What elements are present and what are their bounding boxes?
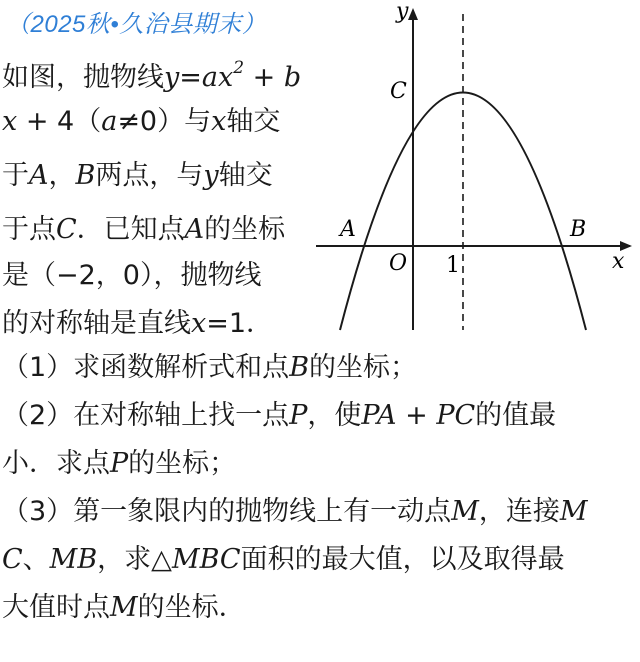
- text: ．已知点: [76, 214, 185, 245]
- var-a: a: [101, 106, 118, 137]
- var-P: P: [289, 400, 308, 431]
- label-x: x: [612, 249, 625, 274]
- text: + 4（: [17, 106, 102, 137]
- text: 的坐标: [204, 214, 286, 245]
- var-x: x: [211, 106, 227, 137]
- problem-line-2: [2, 104, 280, 140]
- var-A: A: [184, 214, 205, 245]
- source-tag: （2025秋•久治县期末）: [6, 11, 267, 38]
- label-C: C: [390, 79, 407, 104]
- var-MBC: MBC: [171, 544, 241, 575]
- label-tick-1: 1: [446, 253, 460, 278]
- problem-line-4: [2, 212, 285, 248]
- problem-line-5: 是（−2，0），抛物线: [2, 260, 262, 291]
- text: 大值时点: [2, 592, 110, 623]
- text: 的值最: [475, 400, 557, 431]
- var-P: P: [110, 448, 129, 479]
- var-ax: ax: [201, 62, 234, 93]
- y-axis-arrow: [408, 8, 418, 20]
- var-MB: MB: [49, 544, 98, 575]
- text: 轴交: [218, 160, 273, 191]
- text: +: [244, 62, 284, 93]
- label-B: B: [570, 217, 587, 242]
- text: ．: [246, 308, 274, 339]
- question-3: [2, 494, 588, 530]
- text: =: [179, 62, 202, 93]
- text: ≠0）与: [117, 106, 212, 137]
- parabola-figure: [300, 0, 640, 340]
- var-A: A: [29, 160, 49, 191]
- text: ，连接: [478, 496, 560, 527]
- text: 如图，抛物线: [2, 62, 164, 93]
- var-B: B: [75, 160, 96, 191]
- var-y: y: [164, 62, 180, 93]
- text: 的坐标；: [309, 352, 418, 383]
- var-C: C: [56, 214, 77, 245]
- label-A: A: [340, 217, 356, 242]
- text: 、: [22, 544, 50, 575]
- label-y: y: [396, 0, 409, 24]
- text: =1: [206, 308, 247, 339]
- question-3-cont: [2, 542, 565, 578]
- var-b: b: [283, 62, 302, 93]
- text: +: [396, 400, 437, 431]
- var-B: B: [289, 352, 310, 383]
- problem-line-1: [2, 50, 301, 96]
- var-x: x: [2, 106, 18, 137]
- question-3-cont-2: [2, 590, 246, 626]
- var-y: y: [203, 160, 219, 191]
- text: （2）在对称轴上找一点: [2, 400, 290, 431]
- text: 轴交: [226, 106, 281, 137]
- var-C: C: [2, 544, 23, 575]
- label-origin: O: [389, 251, 408, 276]
- var-PC: PC: [436, 400, 476, 431]
- text: 的坐标．: [137, 592, 246, 623]
- text: ，求△: [97, 544, 172, 575]
- var-PA: PA: [361, 400, 397, 431]
- var-x: x: [191, 308, 207, 339]
- problem-line-3: [2, 158, 273, 194]
- text: 的坐标；: [128, 448, 237, 479]
- var-M: M: [559, 496, 588, 527]
- text: 于点: [2, 214, 56, 245]
- text: ，: [48, 160, 76, 191]
- question-2-cont: [2, 446, 236, 482]
- question-2: [2, 398, 556, 434]
- question-1: [2, 350, 417, 386]
- text: 于: [2, 160, 29, 191]
- text: 小．求点: [2, 448, 110, 479]
- text: （3）第一象限内的抛物线上有一动点: [2, 496, 452, 527]
- text: （1）求函数解析式和点: [2, 352, 290, 383]
- text: ，使: [307, 400, 362, 431]
- text: 两点，与: [95, 160, 204, 191]
- problem-line-6: [2, 306, 273, 342]
- var-M: M: [451, 496, 479, 527]
- text: 的对称轴是直线: [2, 308, 191, 339]
- var-M: M: [110, 592, 138, 623]
- text: 面积的最大值，以及取得最: [240, 544, 565, 575]
- exponent: 2: [233, 58, 245, 78]
